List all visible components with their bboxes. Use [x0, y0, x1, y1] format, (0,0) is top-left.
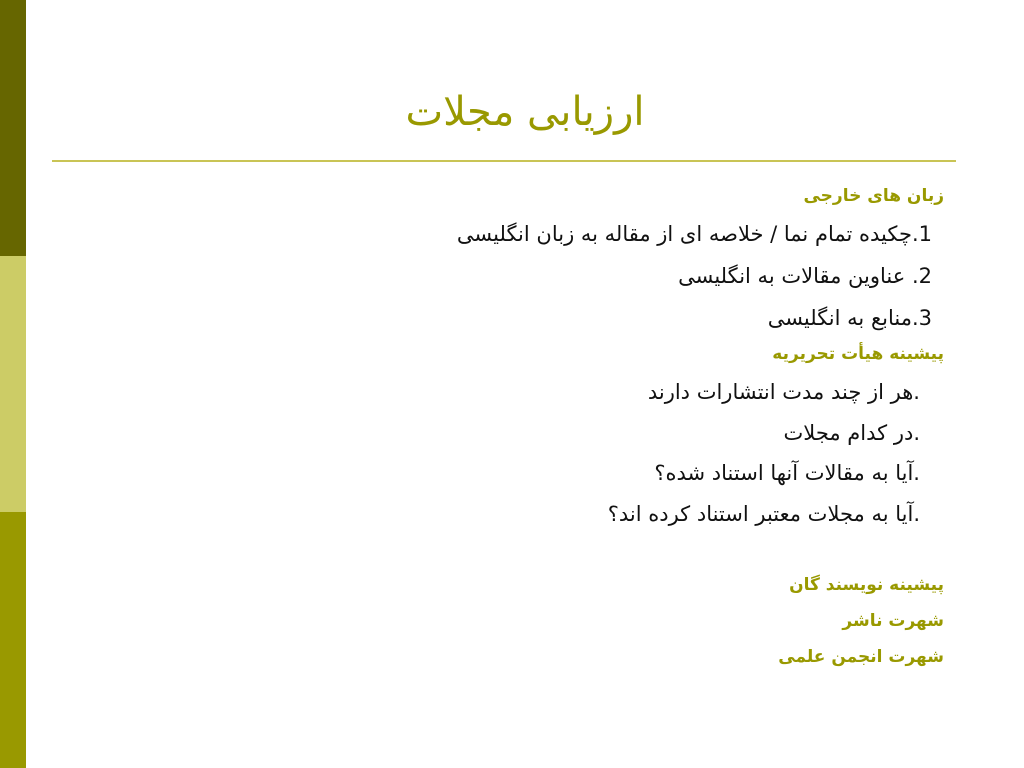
list-item-titles: 2. عناوین مقالات به انگلیسی	[678, 264, 932, 288]
slide-title: ارزیابی مجلات	[405, 89, 645, 135]
heading-authors-background: پیشینه نویسند گان	[789, 575, 944, 595]
list-item-cited-valid-journals: .آیا به مجلات معتبر استناد کرده اند؟	[607, 502, 920, 526]
heading-editorial-board: پیشینه هیأت تحریریه	[772, 344, 944, 364]
heading-publisher-reputation: شهرت ناشر	[842, 611, 944, 631]
heading-society-reputation: شهرت انجمن علمی	[778, 647, 944, 667]
list-item-abstract: 1.چکیده تمام نما / خلاصه ای از مقاله به زبان انگلیسی	[456, 222, 932, 246]
heading-foreign-languages: زبان های خارجی	[803, 186, 944, 206]
list-item-which-journals: .در کدام مجلات	[783, 421, 920, 445]
list-item-publications: .هر از چند مدت انتشارات دارند	[647, 380, 920, 404]
list-item-references: 3.منابع به انگلیسی	[767, 306, 932, 330]
list-item-cited: .آیا به مقالات آنها استناد شده؟	[654, 461, 920, 485]
